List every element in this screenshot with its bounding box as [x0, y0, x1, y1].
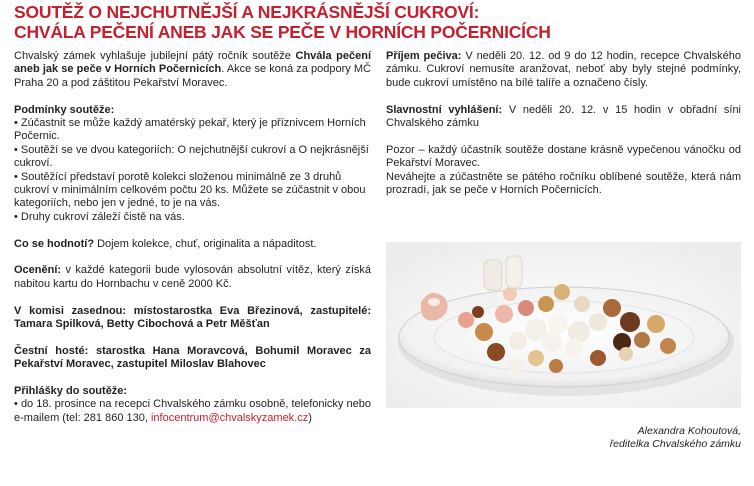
conditions-item: • Soutěžící představí porotě kolekci složenou minimálně ze 3 druhů cukroví v minimálním celkovém počtu 20 ks. Můžete se zúčastnit v obou kategoriích, nebo jen v jedné, to je na vás. [14, 170, 366, 210]
conditions-item: • Soutěží se ve dvou kategoriích: O nejchutnější cukroví a O nejkrásnější cukroví. [14, 143, 369, 170]
ceremony-paragraph [386, 104, 741, 131]
committee-paragraph: V komisi zasednou: místostarostka Eva Březinová, zastupitelé: Tamara Spilková, Betty Cibochová a Petr Měšťan [14, 304, 371, 331]
reception-heading: Příjem pečiva: [386, 50, 462, 62]
left-column [14, 50, 371, 425]
conditions-item: • Zúčastnit se může každý amatérský pekař, který je příznivcem Horních Počernic. [14, 117, 366, 143]
contest-name: Chvála pečení aneb jak se peče v Horních Počernicích [14, 50, 371, 76]
reception-text: V neděli 20. 12. od 9 do 12 hodin, recepce Chvalského zámku. Cukroví nemusíte aranžovat, neboť aby byly stejné podmínky, bude cukroví umístěno na bílé talíře a označeno čísly. [386, 50, 741, 89]
caption-role: ředitelka Chvalského zámku [609, 438, 741, 451]
conditions-heading: Podmínky soutěže: [14, 103, 115, 116]
note-paragraph: Pozor – každý účastník soutěže dostane krásně vypečenou vánočku od Pekařství Moravec. [386, 143, 741, 170]
note-paragraph: Neváhejte a zúčastněte se pátého ročníku oblíbené soutěže, která nám prozradí, jak se peče v Horních Počernicích. [386, 170, 741, 197]
criteria-paragraph [14, 238, 371, 251]
intro-text-end: . Akce se koná za podpory MČ Praha 20 a pod záštitou Pekařství Moravec. [14, 63, 372, 89]
applications-text: • do 18. prosince na recepci Chvalského zámku osobně, telefonicky nebo e-mailem (tel: 281 860 130, [14, 398, 371, 424]
intro-text: Chvalský zámek vyhlašuje jubilejní pátý ročník soutěže [14, 50, 296, 62]
award-paragraph [14, 264, 371, 291]
cookie-plate-photo [386, 242, 741, 408]
note-block [386, 144, 741, 198]
ceremony-text: V neděli 20. 12. v 15 hodin v obřadní síni Chvalského zámku [386, 103, 742, 130]
guests-paragraph: Čestní hosté: starostka Hana Moravcová, Bohumil Moravec za Pekařství Moravec, zastupitel Miloslav Blahovec [14, 344, 371, 371]
title-line-2: CHVÁLA PEČENÍ ANEB JAK SE PEČE V HORNÍCH POČERNICÍCH [14, 22, 551, 42]
conditions-item: • Druhy cukroví záleží čistě na vás. [14, 210, 185, 223]
ceremony-heading: Slavnostní vyhlášení: [386, 103, 503, 116]
applications-close: ) [308, 411, 312, 424]
article-title [14, 2, 551, 42]
award-text: v každé kategorii bude vylosován absolutní vítěz, který získá nabitou kartu do Hornbachu v ceně 2000 Kč. [14, 264, 371, 290]
photo-caption [500, 425, 741, 452]
right-column [386, 50, 741, 197]
criteria-heading: Co se hodnotí? [14, 237, 95, 250]
applications-heading: Přihlášky do soutěže: [14, 385, 128, 398]
reception-paragraph [386, 50, 741, 90]
conditions-list [14, 117, 371, 224]
applications-text-block [14, 398, 371, 425]
criteria-text: Dojem kolekce, chuť, originalita a nápaditost. [94, 237, 317, 250]
conditions-section [14, 104, 371, 225]
award-heading: Ocenění: [14, 264, 62, 277]
caption-name: Alexandra Kohoutová, [637, 425, 741, 437]
email-link[interactable]: infocentrum@chvalskyzamek.cz [150, 411, 309, 424]
title-line-1: SOUTĚŽ O NEJCHUTNĚJŠÍ A NEJKRÁSNĚJŠÍ CUKROVÍ: [14, 2, 480, 22]
applications-section [14, 385, 371, 425]
intro-paragraph [14, 50, 371, 90]
